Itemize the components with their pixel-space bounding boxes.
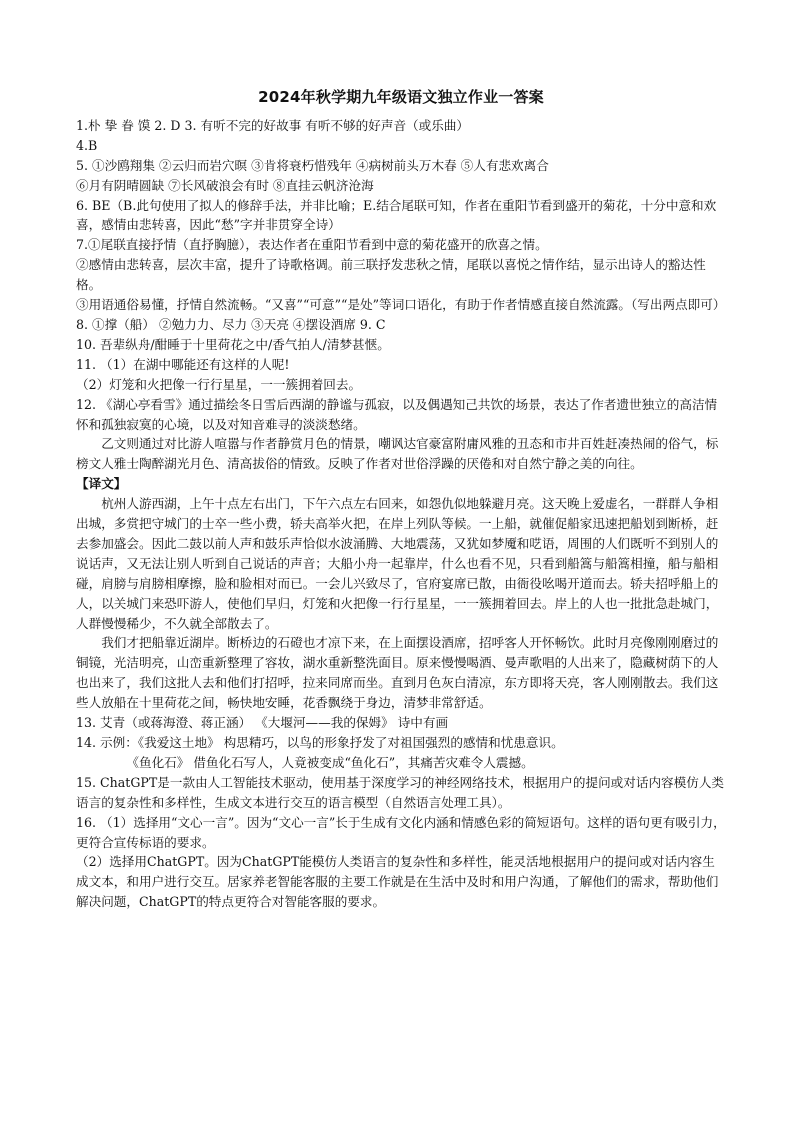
answer-q5-line1: 5. ①沙鸥翔集 ②云归而岩穴暝 ③肯将衰朽惜残年 ④病树前头万木春 ⑤人有悲欢离合	[76, 157, 549, 173]
answer-q7-point1: 7.①尾联直接抒情（直抒胸臆），表达作者在重阳节看到中意的菊花盛开的欣喜之情。	[76, 237, 548, 253]
translation-paragraph-2: 我们才把船靠近湖岸。断桥边的石磴也才凉下来，在上面摆设酒席，招呼客人开怀畅饮。此时月亮像刚刚磨过的铜镜，光洁明亮，山峦重新整理了容妆，湖水重新整洗面目。原来慢慢喝酒、曼声歌唱的人出来了，隐藏树荫下的人也出来了，我们这批人去和他们打招呼，拉来同席而坐。直到月色灰白清凉，东方即将天亮，客人刚刚散去。我们这些人放船在十里荷花之间，畅快地安睡，花香飘绕于身边，清梦非常舒适。	[76, 635, 719, 711]
answer-document	[76, 88, 726, 912]
translation-heading: 【译文】	[76, 476, 127, 492]
answer-q11-part1: 11. （1）在湖中哪能还有这样的人呢!	[76, 356, 290, 372]
answer-q10: 10. 吾辈纵舟/酣睡于十里荷花之中/香气拍人/清梦甚惬。	[76, 336, 390, 352]
answer-q5-line2: ⑥月有阴晴圆缺 ⑦长风破浪会有时 ⑧直挂云帆济沧海	[76, 177, 374, 193]
answer-q16-part2: （2）选择用ChatGPT。因为ChatGPT能模仿人类语言的复杂性和多样性，能灵活地根据用户的提问或对话内容生成文本，和用户进行交互。居家养老智能客服的主要工作就是在生活中及时和用户沟通，了解他们的需求，帮助他们解决问题，ChatGPT的特点更符合对智能客服的要求。	[76, 854, 719, 910]
answer-q7-point3: ③用语通俗易懂，抒情自然流畅。“又喜”“可意”“是处”等词口语化，有助于作者情感直接自然流露。（写出两点即可）	[76, 297, 726, 313]
answer-q7-point2: ②感情由悲转喜，层次丰富，提升了诗歌格调。前三联抒发悲秋之情，尾联以喜悦之情作结，显示出诗人的豁达性格。	[76, 257, 706, 293]
answer-q1: 1.朴 挚 眷 馍 2. D 3. 有听不完的好故事 有听不够的好声音（或乐曲）	[76, 117, 470, 133]
answer-q13: 13. 艾青（或蒋海澄、蒋正涵） 《大堰河——我的保姆》 诗中有画	[76, 715, 449, 731]
answer-q16-part1: 16. （1）选择用“文心一言”。因为“文心一言”长于生成有文化内涵和情感色彩的简短语句。这样的语句更有吸引力，更符合宣传标语的要求。	[76, 814, 726, 850]
answer-q14-example2: 《鱼化石》 借鱼化石写人，人竟被变成“鱼化石”，其痛苦灾难令人震撼。	[126, 754, 534, 770]
answer-q12-para1: 12. 《湖心亭看雪》通过描绘冬日雪后西湖的静谧与孤寂，以及偶遇知己共饮的场景，表达了作者遗世独立的高洁情怀和孤独寂寞的心境，以及对知音难寻的淡淡愁绪。	[76, 396, 718, 432]
page-title: 2024年秋学期九年级语文独立作业一答案	[258, 88, 544, 106]
answer-q8-q9: 8. ①撑（船） ②勉力力、尽力 ③天亮 ④摆设酒席 9. C	[76, 316, 386, 332]
answer-q15: 15. ChatGPT是一款由人工智能技术驱动，使用基于深度学习的神经网络技术，根据用户的提问或对话内容模仿人类语言的复杂性和多样性，生成文本进行交互的语言模型（自然语言处理工具）。	[76, 774, 725, 810]
translation-paragraph-1: 杭州人游西湖，上午十点左右出门，下午六点左右回来，如怨仇似地躲避月亮。这天晚上爱虚名，一群群人争相出城，多赏把守城门的士卒一些小费，轿夫高举火把，在岸上列队等候。一上船，就催促船家迅速把船划到断桥，赶去参加盛会。因此二鼓以前人声和鼓乐声恰似水波涌腾、大地震荡，又犹如梦魇和呓语，周围的人们既听不到别人的说话声，又无法让别人听到自己说话的声音；大船小舟一起靠岸，什么也看不见，只看到船篙与船篙相撞，船与船相碰，肩膀与肩膀相摩擦，脸和脸相对而已。一会儿兴致尽了，官府宴席已散，由衙役吆喝开道而去。轿夫招呼船上的人，以关城门来恐吓游人，使他们早归，灯笼和火把像一行行星星，一一簇拥着回去。岸上的人也一批批急赴城门，人群慢慢稀少，不久就全部散去了。	[76, 496, 719, 631]
answer-q6: 6. BE（B.此句使用了拟人的修辞手法，并非比喻；E.结合尾联可知，作者在重阳节看到盛开的菊花，十分中意和欢喜，感情由悲转喜，因此“愁”字并非贯穿全诗）	[76, 197, 717, 233]
answer-q4: 4.B	[76, 137, 98, 153]
answer-q11-part2: （2）灯笼和火把像一行行星星，一一簇拥着回去。	[76, 376, 362, 392]
answer-q12-para2: 乙文则通过对比游人喧嚣与作者静赏月色的情景，嘲讽达官豪富附庸风雅的丑态和市井百姓赶凑热闹的俗气，标榜文人雅士陶醉湖光月色、清高拔俗的情致。反映了作者对世俗浮躁的厌倦和对自然宁静之美的向往。	[76, 436, 719, 472]
answer-q14-example1: 14. 示例：《我爱这土地》 构思精巧，以鸟的形象抒发了对祖国强烈的感情和忧患意识。	[76, 735, 564, 750]
